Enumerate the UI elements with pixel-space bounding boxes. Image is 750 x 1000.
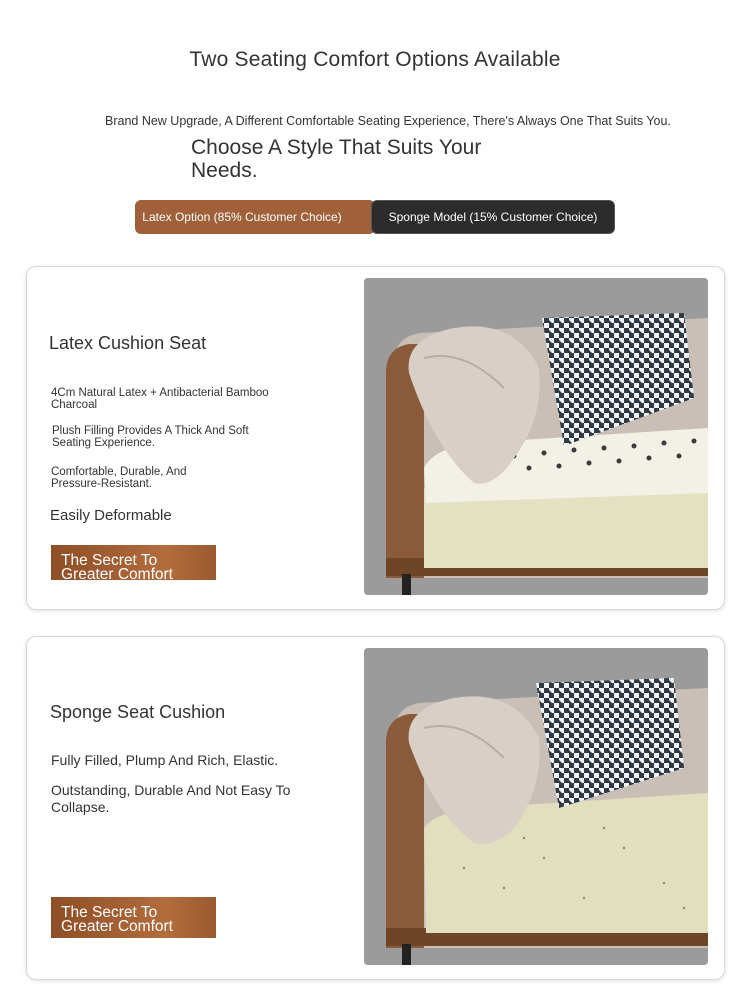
sponge-feature-1: Fully Filled, Plump And Rich, Elastic. [51,752,279,768]
latex-cushion-card [26,266,725,610]
tab-sponge-model[interactable]: Sponge Model (15% Customer Choice) [371,200,615,234]
page-title: Two Seating Comfort Options Available [189,48,561,71]
latex-sofa-image [364,278,708,595]
option-tabs [135,200,615,234]
sponge-feature-2: Outstanding, Durable And Not Easy To Collapse. [51,782,291,815]
sponge-secret-button[interactable]: The Secret To Greater Comfort [51,897,216,938]
latex-feature-3: Comfortable, Durable, And Pressure-Resistant. [51,466,187,490]
choose-style-heading: Choose A Style That Suits Your Needs. [191,136,482,182]
latex-secret-button[interactable]: The Secret To Greater Comfort [51,545,216,580]
latex-feature-1: 4Cm Natural Latex + Antibacterial Bamboo Charcoal [51,387,269,411]
sponge-sofa-image [364,648,708,965]
tab-latex-option[interactable]: Latex Option (85% Customer Choice) [135,200,375,234]
latex-highlight: Easily Deformable [50,507,172,524]
latex-card-title: Latex Cushion Seat [49,333,207,353]
sponge-card-title: Sponge Seat Cushion [50,702,226,722]
page-subtitle: Brand New Upgrade, A Different Comfortable Seating Experience, There's Always One That Suits You. [105,114,671,128]
sponge-cushion-card [26,636,725,980]
latex-feature-2: Plush Filling Provides A Thick And Soft Seating Experience. [52,425,249,449]
